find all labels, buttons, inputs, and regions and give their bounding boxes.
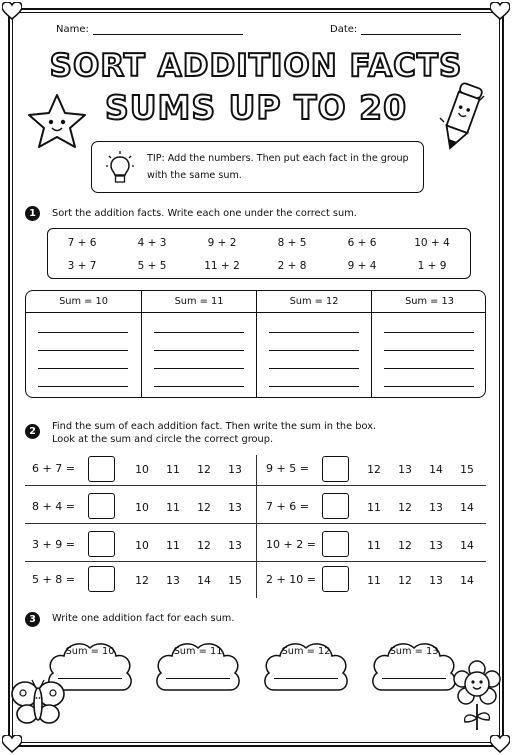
sort-column-header: Sum = 11 [142,291,256,313]
fact-item: 4 + 3 [137,237,167,249]
sum-option[interactable]: 11 [166,501,180,514]
fact-item: 6 + 6 [347,237,377,249]
flower-icon [452,660,502,732]
fact-item: 8 + 5 [277,237,307,249]
answer-box[interactable] [322,493,349,519]
date-line[interactable] [361,25,461,35]
sum-option[interactable]: 14 [429,463,443,476]
sum-option[interactable]: 13 [228,539,242,552]
fact-item: 3 + 7 [67,260,97,272]
date-label: Date: [330,24,358,35]
write-line[interactable] [154,332,244,333]
answer-box[interactable] [322,566,349,592]
fact-item: 9 + 4 [347,260,377,272]
pencil-icon [436,78,486,156]
cloud-label: Sum = 11 [173,646,223,657]
write-line[interactable] [38,368,128,369]
question-number-1: 1 [25,206,40,221]
sum-option[interactable]: 11 [367,501,381,514]
sum-option[interactable]: 14 [197,574,211,587]
tip-box [91,141,424,193]
answer-box[interactable] [88,493,115,519]
equation: 7 + 6 = [266,500,309,513]
name-line[interactable] [93,25,243,35]
cloud-label: Sum = 12 [281,646,331,657]
sum-option[interactable]: 11 [367,574,381,587]
write-line[interactable] [269,368,359,369]
fact-item: 7 + 6 [67,237,97,249]
write-line[interactable] [384,350,474,351]
facts-box [47,228,471,279]
write-line[interactable] [38,350,128,351]
fact-item: 2 + 8 [277,260,307,272]
write-line[interactable] [269,350,359,351]
heart-icon [490,2,510,20]
star-icon [26,92,88,150]
sum-option[interactable]: 12 [197,539,211,552]
sum-practice-grid [25,455,486,598]
fact-item: 10 + 4 [414,237,450,249]
answer-box[interactable] [322,456,349,482]
sum-option[interactable]: 13 [228,463,242,476]
sum-option[interactable]: 12 [367,463,381,476]
write-line[interactable] [384,332,474,333]
sum-option[interactable]: 12 [398,501,412,514]
write-line[interactable] [38,386,128,387]
sort-column-header: Sum = 12 [257,291,371,313]
equation: 10 + 2 = [266,538,316,551]
sum-option[interactable]: 12 [398,574,412,587]
fact-item: 9 + 2 [207,237,237,249]
lightbulb-icon [106,151,134,185]
answer-box[interactable] [88,531,115,557]
tip-text: TIP: Add the numbers. Then put each fact in the group with the same sum. [147,153,409,181]
sum-option[interactable]: 12 [197,501,211,514]
equation: 9 + 5 = [266,462,309,475]
write-line[interactable] [269,332,359,333]
sum-option[interactable]: 14 [460,501,474,514]
sum-option[interactable]: 13 [429,574,443,587]
write-line[interactable] [166,678,230,679]
sort-column [257,291,371,398]
heart-icon [490,735,510,753]
sum-option[interactable]: 15 [228,574,242,587]
butterfly-icon [10,678,66,726]
worksheet-title-line2: SUMS UP TO 20 [104,88,408,127]
sum-option[interactable]: 13 [166,574,180,587]
equation: 6 + 7 = [32,462,75,475]
equation: 5 + 8 = [32,573,75,586]
write-line[interactable] [382,678,446,679]
q2-instruction-line2: Look at the sum and circle the correct group. [52,434,274,445]
q1-instruction: Sort the addition facts. Write each one under the correct sum. [52,208,357,219]
sum-option[interactable]: 13 [429,539,443,552]
question-number-2: 2 [25,424,40,439]
sum-option[interactable]: 14 [460,574,474,587]
question-number-3: 3 [25,612,40,627]
sum-cloud [368,636,460,698]
write-line[interactable] [274,678,338,679]
sum-option[interactable]: 11 [166,539,180,552]
write-line[interactable] [384,368,474,369]
write-line[interactable] [269,386,359,387]
sort-column [26,291,141,398]
sort-column-header: Sum = 10 [26,291,141,313]
name-label: Name: [56,24,89,35]
worksheet-title-line1: SORT ADDITION FACTS [49,48,463,84]
write-line[interactable] [154,368,244,369]
answer-box[interactable] [322,531,349,557]
sort-table [25,290,486,398]
write-line[interactable] [58,678,122,679]
name-field[interactable] [56,24,243,35]
q2-instruction-line1: Find the sum of each addition fact. Then write the sum in the box. [52,421,377,432]
heart-icon [2,735,22,753]
fact-item: 1 + 9 [417,260,447,272]
write-line[interactable] [38,332,128,333]
sum-option[interactable]: 12 [135,574,149,587]
fact-item: 11 + 2 [204,260,240,272]
sum-option[interactable]: 10 [135,501,149,514]
equation: 2 + 10 = [266,573,316,586]
sum-option[interactable]: 15 [460,463,474,476]
column-divider [256,455,257,598]
sum-option[interactable]: 12 [398,539,412,552]
sum-option[interactable]: 10 [135,463,149,476]
sort-column [142,291,256,398]
fact-item: 5 + 5 [137,260,167,272]
date-field[interactable] [330,24,461,35]
answer-box[interactable] [88,456,115,482]
heart-icon [2,2,22,20]
sum-option[interactable]: 12 [197,463,211,476]
sort-column [372,291,486,398]
equation: 3 + 9 = [32,538,75,551]
write-line[interactable] [384,386,474,387]
sum-option[interactable]: 13 [398,463,412,476]
sum-option[interactable]: 14 [460,539,474,552]
sum-option[interactable]: 10 [135,539,149,552]
cloud-label: Sum = 13 [389,646,439,657]
sum-cloud [260,636,352,698]
sum-option[interactable]: 11 [367,539,381,552]
equation: 8 + 4 = [32,500,75,513]
sum-option[interactable]: 13 [228,501,242,514]
answer-box[interactable] [88,566,115,592]
sort-column-header: Sum = 13 [372,291,486,313]
q3-instruction: Write one addition fact for each sum. [52,613,235,624]
sum-option[interactable]: 13 [429,501,443,514]
sum-cloud [152,636,244,698]
write-line[interactable] [154,350,244,351]
sum-option[interactable]: 11 [166,463,180,476]
write-line[interactable] [154,386,244,387]
cloud-label: Sum = 10 [65,646,115,657]
